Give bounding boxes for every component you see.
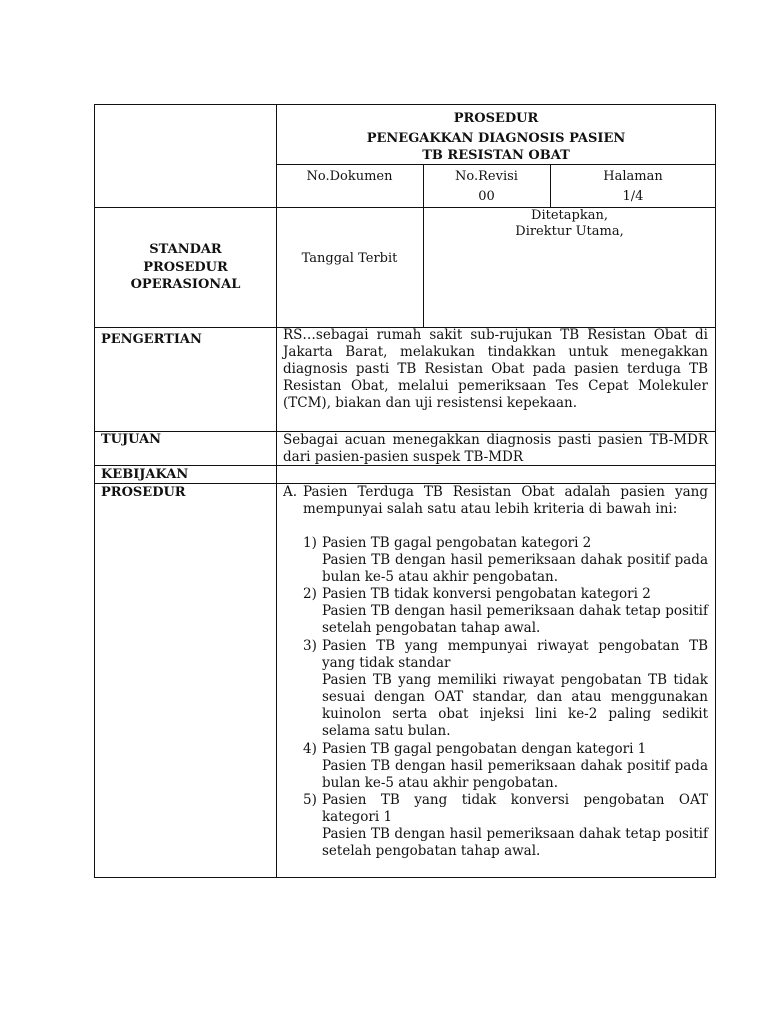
criteria-description: Pasien TB dengan hasil pemeriksaan dahak tetap positif setelah pengobatan tahap awal. [322, 826, 708, 859]
criteria-item-3 [303, 638, 708, 740]
criteria-title: Pasien TB tidak konversi pengobatan kategori 2 [322, 586, 651, 602]
list-marker: 1) [303, 535, 317, 551]
no-dokumen-label: No.Dokumen [306, 169, 393, 184]
sop-label-line-2: PROSEDUR [143, 260, 228, 275]
halaman-value: 1/4 [622, 189, 644, 204]
criteria-description: Pasien TB yang memiliki riwayat pengobatan TB tidak sesuai dengan OAT standar, dan atau menggunakan kuinolon serta obat injeksi lini ke-2 paling sedikit selama satu bulan. [322, 672, 708, 739]
criteria-description: Pasien TB dengan hasil pemeriksaan dahak positif pada bulan ke-5 atau akhir pengobatan. [322, 552, 708, 585]
prosedur-label: PROSEDUR [101, 485, 186, 500]
criteria-title: Pasien TB gagal pengobatan dengan kategori 1 [322, 741, 647, 757]
criteria-item-4 [303, 741, 708, 792]
tujuan-label: TUJUAN [101, 432, 162, 447]
criteria-item-1 [303, 535, 708, 586]
direktur-utama-label: Direktur Utama, [515, 224, 624, 239]
doc-title-line-2: PENEGAKKAN DIAGNOSIS PASIEN [366, 131, 626, 146]
criteria-item-2 [303, 586, 708, 637]
list-marker: 3) [303, 638, 317, 654]
doc-title-line-3: TB RESISTAN OBAT [422, 148, 570, 163]
prosedur-item-a-text: Pasien Terduga TB Resistan Obat adalah pasien yang mempunyai salah satu atau lebih kriteria di bawah ini: [303, 484, 708, 517]
criteria-title: Pasien TB yang tidak konversi pengobatan OAT kategori 1 [322, 792, 708, 825]
criteria-description: Pasien TB dengan hasil pemeriksaan dahak positif pada bulan ke-5 atau akhir pengobatan. [322, 758, 708, 791]
doc-title-line-1: PROSEDUR [453, 111, 539, 126]
ditetapkan-label: Ditetapkan, [531, 208, 608, 223]
row-divider-title [276, 164, 716, 165]
no-revisi-value: 00 [478, 189, 495, 204]
criteria-title: Pasien TB gagal pengobatan kategori 2 [322, 535, 592, 551]
tanggal-terbit-label: Tanggal Terbit [301, 251, 398, 266]
sop-document-table [94, 104, 716, 878]
criteria-item-5 [303, 792, 708, 860]
list-marker: A. [283, 484, 298, 500]
halaman-label: Halaman [603, 169, 663, 184]
prosedur-item-a [283, 484, 708, 518]
pengertian-text: RS…sebagai rumah sakit sub-rujukan TB Resistan Obat di Jakarta Barat, melakukan tindakkan untuk menegakkan diagnosis pasti TB Resistan Obat pada pasien terduga TB Resistan Obat, melalui pemeriksaan Tes Cepat Molekuler (TCM), biakan dan uji resistensi kepekaan. [283, 327, 708, 411]
kebijakan-label: KEBIJAKAN [101, 467, 189, 482]
criteria-description: Pasien TB dengan hasil pemeriksaan dahak tetap positif setelah pengobatan tahap awal. [322, 603, 708, 636]
pengertian-label: PENGERTIAN [101, 332, 202, 347]
column-divider-main [276, 105, 277, 878]
list-marker: 2) [303, 586, 317, 602]
list-marker: 5) [303, 792, 317, 808]
sop-label-line-3: OPERASIONAL [130, 277, 241, 292]
sop-label-line-1: STANDAR [149, 242, 222, 257]
no-revisi-label: No.Revisi [455, 169, 518, 184]
tujuan-text: Sebagai acuan menegakkan diagnosis pasti pasien TB-MDR dari pasien-pasien suspek TB-MDR [283, 432, 708, 465]
criteria-title: Pasien TB yang mempunyai riwayat pengobatan TB yang tidak standar [322, 638, 708, 671]
list-marker: 4) [303, 741, 317, 757]
